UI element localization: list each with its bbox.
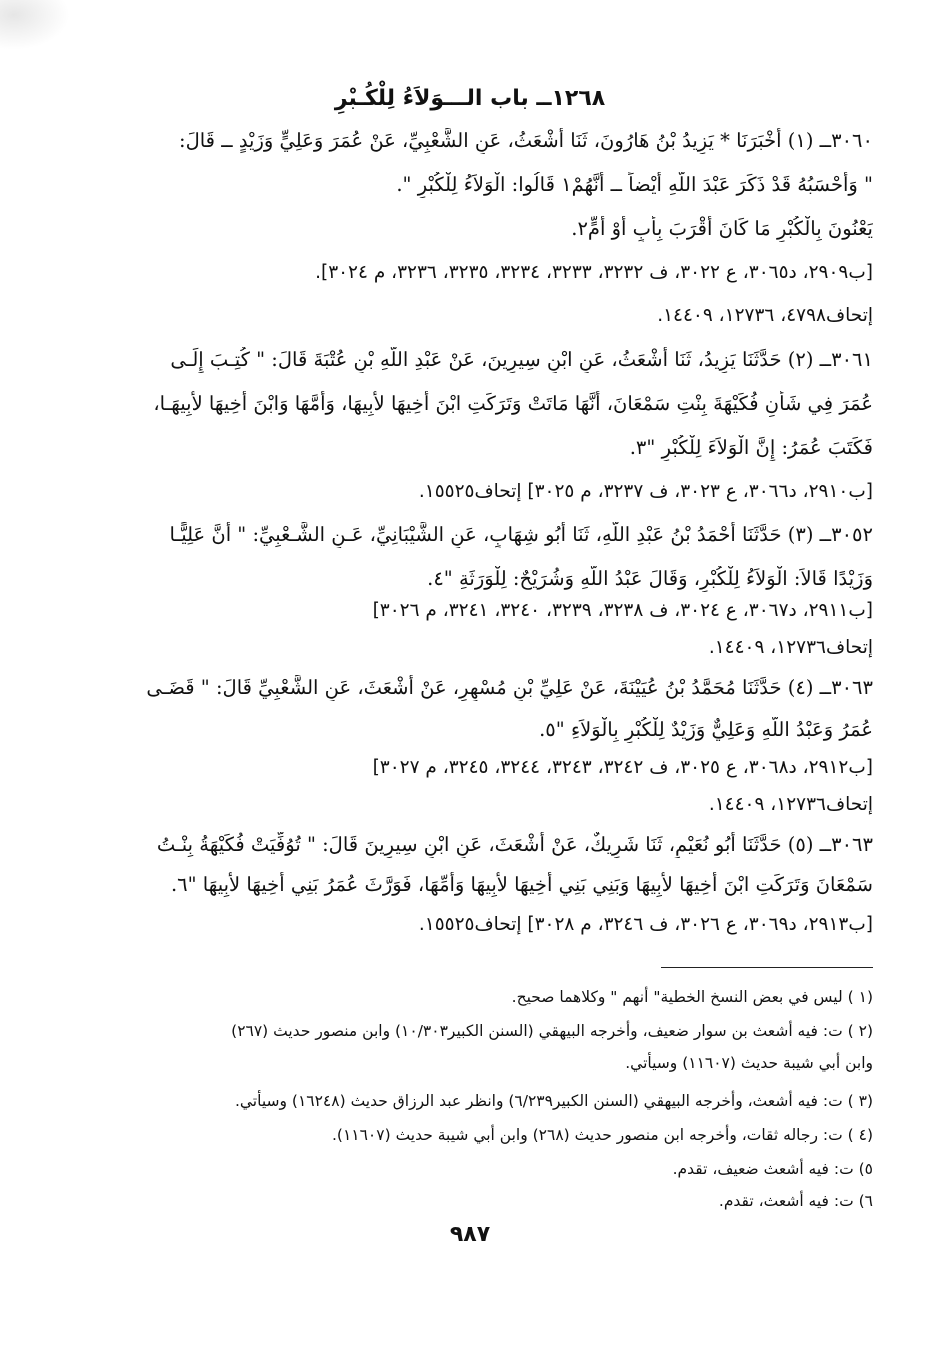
page-number: ٩٨٧ <box>449 1222 491 1247</box>
reference-line: [ب٢٩١٢، د٣٠٦٨، ع ٣٠٢٥، ف ٣٢٤٢، ٣٢٤٣، ٣٢٤٤، ٣٢٤٥، م ٣٠٢٧] <box>372 757 873 778</box>
text-line: ٣٠٦٣ــ (٥) حَدَّثَنَا أَبُو نُعَيْمٍ، ثَنَا شَرِيكٌ، عَنْ أَشْعَثَ، عَنِ ابْنِ سِيرِينَ قَالَ: " تُوُفِّيَتْ فُكَيْهَةُ بِنْـتُ <box>156 833 873 856</box>
footnote: وابن أبي شيبة حديث (١١٦٠٧) وسيأتي. <box>625 1054 873 1072</box>
scan-artifact <box>0 0 70 50</box>
reference-line: [ب٢٩٠٩، د٣٠٦٥، ع ٣٠٢٢، ف ٣٢٣٢، ٣٢٣٣، ٣٢٣٤، ٣٢٣٥، ٣٢٣٦، م ٣٠٢٤]. <box>315 262 873 283</box>
footnote: (٤ ) ت: رجاله ثقات، وأخرجه ابن منصور حديث (٢٦٨) وابن أبي شيبة حديث (١١٦٠٧). <box>331 1126 873 1144</box>
text-line: " وَأَحْسَبُهُ قَدْ ذَكَرَ عَبْدَ اللَّهِ أَيْضاً ــ أَنَّهُمْ١ قَالُوا: الْوَلاَءُ لِلْكُبْرِ ". <box>396 173 873 196</box>
text-line: وَزَيْدًا قَالاَ: الْوَلاَءُ لِلْكُبْرِ، وَقَالَ عَبْدُ اللَّهِ وَشُرَيْحٌ: لِلْوَرَثَةِ "٤. <box>427 567 873 590</box>
footnote: (٣ ) ت: فيه أشعث، وأخرجه البيهقي (السنن الكبير٦/٢٣٩) وانظر عبد الرزاق حديث (١٦٢٤٨) وسيأتي. <box>234 1092 873 1110</box>
text-line: فَكَتَبَ عُمَرُ: إِنَّ الْوَلاَءَ لِلْكُبْرِ "٣. <box>629 436 873 459</box>
reference-line: [ب٢٩١٣، د٣٠٦٩، ع ٣٠٢٦، ف ٣٢٤٦، م ٣٠٢٨] إتحاف١٥٥٢٥. <box>418 914 873 935</box>
text-line: ٣٠٥٢ــ (٣) حَدَّثَنَا أَحْمَدُ بْنُ عَبْدِ اللَّهِ، ثَنَا أَبُو شِهَابٍ، عَنِ الشَّيْبَانِيِّ، عَـنِ الشَّـعْبِيِّ: " أَنَّ عَلِيًّـا <box>169 523 873 546</box>
reference-line: [ب٢٩١٠، د٣٠٦٦، ع ٣٠٢٣، ف ٣٢٣٧، م ٣٠٢٥] إتحاف١٥٥٢٥. <box>418 481 873 502</box>
text-line: ٣٠٦٠ــ (١) أَخْبَرَنَا * يَزِيدُ بْنُ هَارُونَ، ثَنَا أَشْعَثُ، عَنِ الشَّعْبِيِّ، عَنْ عُمَرَ وَعَلِيٍّ وَزَيْدٍ ــ قَالَ: <box>179 129 873 152</box>
footnote: ٥) ت: فيه أشعث ضعيف، تقدم. <box>672 1160 873 1178</box>
footnote: (٢ ) ت: فيه أشعث بن سوار ضعيف، وأخرجه البيهقي (السنن الكبير١٠/٣٠٣) وابن منصور حديث (٢٦٧) <box>231 1022 873 1040</box>
reference-line: إتحاف١٢٧٣٦، ١٤٤٠٩. <box>708 794 873 815</box>
reference-line: [ب٢٩١١، د٣٠٦٧، ع ٣٠٢٤، ف ٣٢٣٨، ٣٢٣٩، ٣٢٤٠، ٣٢٤١، م ٣٠٢٦] <box>372 600 873 621</box>
reference-line: إتحاف١٢٧٣٦، ١٤٤٠٩. <box>708 637 873 658</box>
footnote-separator <box>661 967 873 968</box>
footnote: ٦) ت: فيه أشعث، تقدم. <box>718 1192 873 1210</box>
chapter-heading: ١٢٦٨ــ باب الـــوَلاَءُ لِلْكُـبْرِ <box>334 86 606 111</box>
text-line: ٣٠٦٣ــ (٤) حَدَّثَنَا مُحَمَّدُ بْنُ عُيَيْنَةَ، عَنْ عَلِيِّ بْنِ مُسْهِرٍ، عَنْ أَشْعَثَ، عَنِ الشَّعْبِيِّ قَالَ: " قَضَـى <box>146 676 873 699</box>
text-line: ٣٠٦١ــ (٢) حَدَّثَنَا يَزِيدُ، ثَنَا أَشْعَثُ، عَنِ ابْنِ سِيرِينَ، عَنْ عَبْدِ اللَّهِ بْنِ عُتْبَةَ قَالَ: " كُتِـبَ إِلَـى <box>170 348 873 371</box>
text-line: عُمَرُ وَعَبْدُ اللَّهِ وَعَلِيٌّ وَزَيْدٌ لِلْكُبْرِ بِالْوَلاَءِ "٥. <box>539 718 873 741</box>
footnote: (١ ) ليس في بعض النسخ الخطية" أنهم " وكلاهما صحيح. <box>511 988 873 1006</box>
text-line: سَمْعَانَ وَتَرَكَتِ ابْنَ أَخِيهَا لأَبِيهَا وَبَنِي بَنِي أَخِيهَا لأَبِيهَا وَأُمِّهَا، فَوَرَّثَ عُمَرُ بَنِي أَخِيهَا لأَبِيهَا "٦. <box>170 873 873 896</box>
reference-line: إتحاف٤٧٩٨، ١٢٧٣٦، ١٤٤٠٩. <box>657 305 873 326</box>
text-line: عُمَرَ فِي شَأْنِ فُكَيْهَةَ بِنْتِ سَمْعَانَ، أَنَّهَا مَاتَتْ وَتَرَكَتِ ابْنَ أَخِيهَا لأَبِيهَا، وَأُمَّهَا وَابْنَ أَخِيهَا لأَبِيهَـا، <box>153 392 873 415</box>
text-line: يَعْنُونَ بِالْكُبْرِ مَا كَانَ أَقْرَبَ بِأَبٍ أَوْ أُمٍّ٢. <box>571 217 873 240</box>
